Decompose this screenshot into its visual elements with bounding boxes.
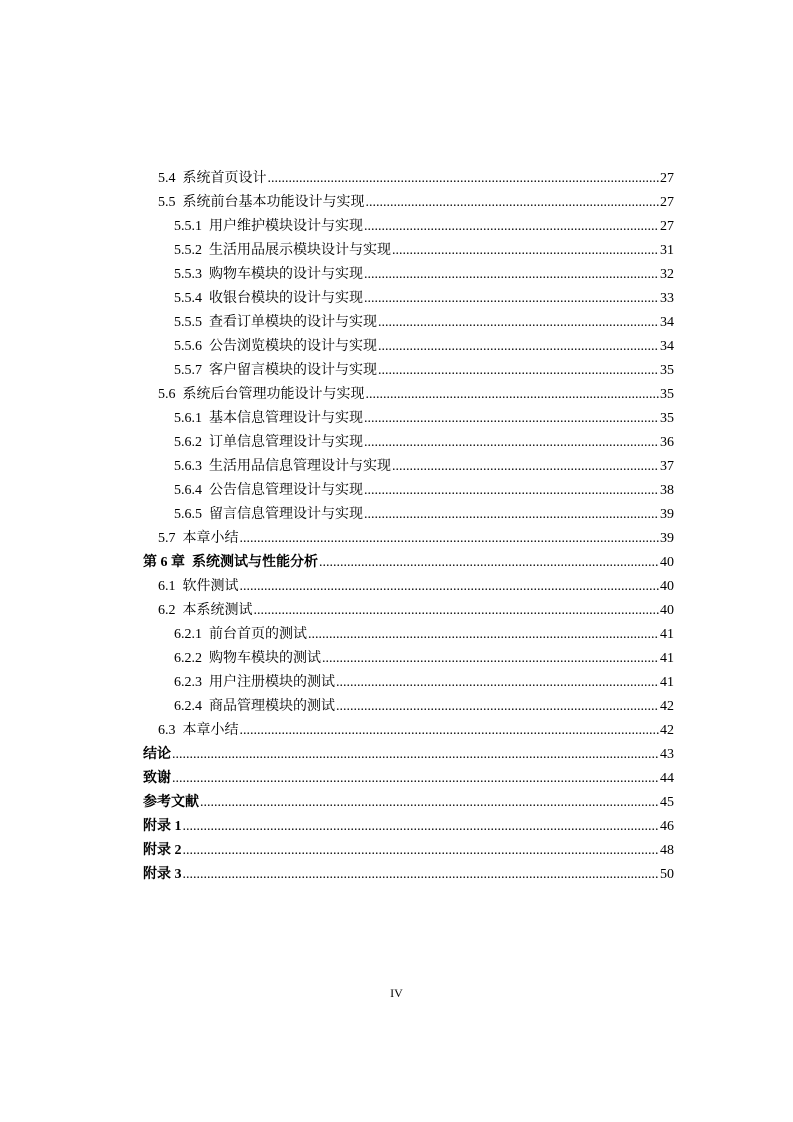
toc-entry-heading xyxy=(158,383,365,407)
toc-dot-leader xyxy=(240,575,660,599)
toc-entry-title: 购物车模块的设计与实现 xyxy=(209,267,363,282)
toc-entry-heading xyxy=(143,839,182,863)
toc-entry-heading xyxy=(158,575,239,599)
toc-entry-title: 附录 2 xyxy=(143,843,182,858)
toc-entry-page: 39 xyxy=(660,531,674,546)
toc-entry[interactable] xyxy=(143,167,674,191)
toc-entry-heading xyxy=(174,239,391,263)
toc-entry-heading xyxy=(174,311,377,335)
toc-entry-page: 34 xyxy=(660,339,674,354)
toc-entry-heading xyxy=(158,527,239,551)
toc-entry[interactable] xyxy=(143,239,674,263)
toc-entry-heading xyxy=(174,335,377,359)
toc-entry-number: 5.4 xyxy=(158,171,176,186)
toc-dot-leader xyxy=(200,791,659,815)
toc-dot-leader xyxy=(308,623,659,647)
toc-entry-heading xyxy=(174,431,363,455)
toc-dot-leader xyxy=(183,815,660,839)
toc-dot-leader xyxy=(172,767,659,791)
toc-entry-heading xyxy=(143,551,318,575)
toc-entry-number: 6.2.1 xyxy=(174,627,202,642)
toc-entry[interactable] xyxy=(143,287,674,311)
toc-entry-title: 本章小结 xyxy=(182,531,239,546)
toc-entry[interactable] xyxy=(143,455,674,479)
toc-entry[interactable] xyxy=(143,215,674,239)
toc-entry-heading xyxy=(174,407,363,431)
toc-entry-title: 订单信息管理设计与实现 xyxy=(209,435,363,450)
toc-entry-number: 5.7 xyxy=(158,531,176,546)
toc-entry-heading xyxy=(174,455,391,479)
toc-entry[interactable] xyxy=(143,551,674,575)
toc-entry[interactable] xyxy=(143,815,674,839)
toc-dot-leader xyxy=(366,191,660,215)
toc-entry-page: 34 xyxy=(660,315,674,330)
toc-entry-heading xyxy=(174,503,363,527)
toc-dot-leader xyxy=(322,647,659,671)
toc-entry-page: 38 xyxy=(660,483,674,498)
toc-dot-leader xyxy=(364,479,659,503)
toc-entry-heading xyxy=(174,263,363,287)
toc-entry-title: 用户注册模块的测试 xyxy=(209,675,335,690)
toc-entry-number: 5.6.1 xyxy=(174,411,202,426)
toc-entry-number: 5.5.7 xyxy=(174,363,202,378)
toc-entry-number: 5.6.2 xyxy=(174,435,202,450)
toc-entry-title: 客户留言模块的设计与实现 xyxy=(209,363,377,378)
toc-entry-heading xyxy=(143,743,171,767)
toc-entry-title: 附录 3 xyxy=(143,867,182,882)
toc-entry-page: 41 xyxy=(660,675,674,690)
toc-entry-number: 6.1 xyxy=(158,579,176,594)
toc-dot-leader xyxy=(364,503,659,527)
toc-entry[interactable] xyxy=(143,191,674,215)
toc-entry-number: 5.5 xyxy=(158,195,176,210)
toc-entry-title: 生活用品信息管理设计与实现 xyxy=(209,459,391,474)
toc-entry-title: 商品管理模块的测试 xyxy=(209,699,335,714)
toc-entry[interactable] xyxy=(143,623,674,647)
toc-entry-title: 生活用品展示模块设计与实现 xyxy=(209,243,391,258)
toc-entry[interactable] xyxy=(143,479,674,503)
toc-dot-leader xyxy=(319,551,659,575)
toc-entry-title: 查看订单模块的设计与实现 xyxy=(209,315,377,330)
toc-entry[interactable] xyxy=(143,263,674,287)
toc-entry-number: 6.2.3 xyxy=(174,675,202,690)
toc-entry-heading xyxy=(174,695,335,719)
toc-entry-number: 5.5.2 xyxy=(174,243,202,258)
toc-entry[interactable] xyxy=(143,575,674,599)
toc-dot-leader xyxy=(268,167,660,191)
toc-entry-number: 6.2.2 xyxy=(174,651,202,666)
toc-entry-number: 6.2.4 xyxy=(174,699,202,714)
toc-entry-page: 44 xyxy=(660,771,674,786)
toc-entry-heading xyxy=(174,287,363,311)
toc-entry-number: 5.5.3 xyxy=(174,267,202,282)
toc-entry[interactable] xyxy=(143,503,674,527)
toc-entry-title: 收银台模块的设计与实现 xyxy=(209,291,363,306)
toc-entry[interactable] xyxy=(143,647,674,671)
toc-entry-heading xyxy=(158,191,365,215)
toc-entry-page: 31 xyxy=(660,243,674,258)
toc-entry-number: 5.6 xyxy=(158,387,176,402)
toc-entry-heading xyxy=(143,767,171,791)
toc-entry-number: 5.5.4 xyxy=(174,291,202,306)
toc-entry-page: 50 xyxy=(660,867,674,882)
toc-entry-heading xyxy=(158,167,267,191)
toc-dot-leader xyxy=(378,311,659,335)
toc-entry[interactable] xyxy=(143,431,674,455)
toc-entry-page: 40 xyxy=(660,555,674,570)
toc-entry-number: 6.3 xyxy=(158,723,176,738)
toc-entry-title: 购物车模块的测试 xyxy=(209,651,321,666)
toc-entry-number: 5.5.6 xyxy=(174,339,202,354)
toc-entry-page: 27 xyxy=(660,219,674,234)
toc-entry-title: 系统前台基本功能设计与实现 xyxy=(182,195,365,210)
toc-entry-heading xyxy=(174,215,363,239)
toc-dot-leader xyxy=(364,287,659,311)
toc-entry-heading xyxy=(143,791,199,815)
toc-entry-page: 35 xyxy=(660,411,674,426)
toc-entry[interactable] xyxy=(143,671,674,695)
toc-entry[interactable] xyxy=(143,791,674,815)
toc-entry-title: 前台首页的测试 xyxy=(209,627,307,642)
toc-entry[interactable] xyxy=(143,599,674,623)
toc-entry-title: 本章小结 xyxy=(182,723,239,738)
toc-entry-title: 系统测试与性能分析 xyxy=(192,555,318,570)
toc-entry-heading xyxy=(174,623,307,647)
toc-entry-heading xyxy=(174,479,363,503)
toc-entry-page: 32 xyxy=(660,267,674,282)
toc-entry-page: 48 xyxy=(660,843,674,858)
toc-entry[interactable] xyxy=(143,359,674,383)
toc-dot-leader xyxy=(378,359,659,383)
toc-dot-leader xyxy=(336,671,659,695)
toc-entry[interactable] xyxy=(143,695,674,719)
toc-dot-leader xyxy=(392,239,659,263)
toc-entry-page: 41 xyxy=(660,651,674,666)
toc-entry-page: 40 xyxy=(660,603,674,618)
toc-entry[interactable] xyxy=(143,407,674,431)
toc-entry[interactable] xyxy=(143,311,674,335)
toc-entry-number: 5.6.4 xyxy=(174,483,202,498)
toc-entry-page: 35 xyxy=(660,387,674,402)
toc-dot-leader xyxy=(366,383,660,407)
toc-dot-leader xyxy=(364,215,659,239)
toc-entry-heading xyxy=(158,599,253,623)
toc-entry-heading xyxy=(174,359,377,383)
toc-entry-title: 系统首页设计 xyxy=(182,171,267,186)
toc-entry-title: 本系统测试 xyxy=(182,603,253,618)
toc-entry-title: 公告浏览模块的设计与实现 xyxy=(209,339,377,354)
toc-entry-heading xyxy=(143,863,182,887)
toc-entry[interactable] xyxy=(143,767,674,791)
toc-entry-page: 27 xyxy=(660,171,674,186)
toc-dot-leader xyxy=(364,407,659,431)
toc-entry[interactable] xyxy=(143,383,674,407)
toc-entry-heading xyxy=(143,815,182,839)
toc-dot-leader xyxy=(183,839,660,863)
toc-dot-leader xyxy=(240,719,660,743)
toc-entry-heading xyxy=(158,719,239,743)
toc-entry-page: 27 xyxy=(660,195,674,210)
toc-entry[interactable] xyxy=(143,335,674,359)
toc-entry-number: 第 6 章 xyxy=(143,555,185,570)
toc-entry[interactable] xyxy=(143,863,674,887)
toc-dot-leader xyxy=(364,263,659,287)
toc-entry[interactable] xyxy=(143,719,674,743)
toc-entry-page: 43 xyxy=(660,747,674,762)
toc-entry-title: 基本信息管理设计与实现 xyxy=(209,411,363,426)
toc-dot-leader xyxy=(240,527,660,551)
toc-entry-title: 结论 xyxy=(143,747,171,762)
toc-entry-page: 41 xyxy=(660,627,674,642)
toc-dot-leader xyxy=(336,695,659,719)
toc-dot-leader xyxy=(172,743,659,767)
toc-dot-leader xyxy=(364,431,659,455)
toc-entry-number: 5.6.5 xyxy=(174,507,202,522)
toc-entry-title: 软件测试 xyxy=(182,579,239,594)
toc-entry-page: 33 xyxy=(660,291,674,306)
toc-entry-title: 留言信息管理设计与实现 xyxy=(209,507,363,522)
toc-entry-page: 46 xyxy=(660,819,674,834)
toc-entry-page: 35 xyxy=(660,363,674,378)
table-of-contents xyxy=(143,167,674,887)
toc-entry[interactable] xyxy=(143,527,674,551)
page-number: IV xyxy=(390,986,403,1000)
toc-dot-leader xyxy=(378,335,659,359)
toc-entry-heading xyxy=(174,671,335,695)
toc-dot-leader xyxy=(183,863,660,887)
toc-entry-title: 公告信息管理设计与实现 xyxy=(209,483,363,498)
toc-entry-page: 45 xyxy=(660,795,674,810)
toc-entry-number: 5.5.1 xyxy=(174,219,202,234)
toc-entry-title: 致谢 xyxy=(143,771,171,786)
toc-entry-page: 42 xyxy=(660,699,674,714)
toc-dot-leader xyxy=(392,455,659,479)
toc-entry-number: 5.6.3 xyxy=(174,459,202,474)
toc-entry[interactable] xyxy=(143,743,674,767)
toc-entry-page: 36 xyxy=(660,435,674,450)
toc-dot-leader xyxy=(254,599,660,623)
toc-entry-title: 附录 1 xyxy=(143,819,182,834)
toc-entry-page: 42 xyxy=(660,723,674,738)
toc-entry-page: 39 xyxy=(660,507,674,522)
toc-entry-page: 37 xyxy=(660,459,674,474)
toc-entry[interactable] xyxy=(143,839,674,863)
toc-entry-page: 40 xyxy=(660,579,674,594)
toc-entry-title: 参考文献 xyxy=(143,795,199,810)
toc-entry-title: 用户维护模块设计与实现 xyxy=(209,219,363,234)
toc-entry-title: 系统后台管理功能设计与实现 xyxy=(182,387,365,402)
toc-entry-number: 6.2 xyxy=(158,603,176,618)
toc-entry-heading xyxy=(174,647,321,671)
toc-entry-number: 5.5.5 xyxy=(174,315,202,330)
